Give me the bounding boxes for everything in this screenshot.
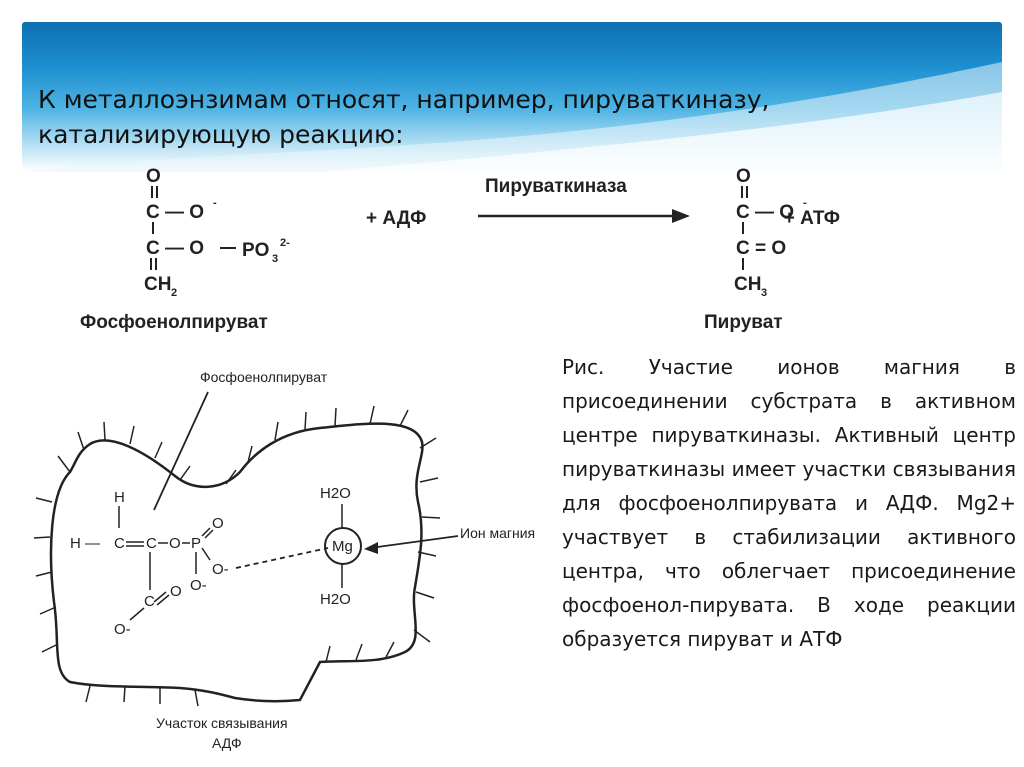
pep-p-o-top: O [212, 515, 224, 532]
reactant-ester: C — O [146, 238, 205, 259]
reactant-ch2-sub: 2 [171, 287, 178, 299]
product-o-top: O [736, 166, 751, 187]
pep-o-bridge: O [169, 535, 181, 552]
pep-c2: C [146, 535, 157, 552]
product-structure [734, 166, 807, 299]
product-ketone: C = O [736, 238, 787, 259]
title-line-1: К металлоэнзимам относят, например, пируваткиназу, [38, 85, 770, 114]
reaction-plus-adf: + АДФ [366, 208, 427, 229]
reaction-arrow [478, 176, 690, 223]
pep-h-top: H [114, 489, 125, 506]
active-site-diagram [30, 352, 570, 764]
pep-p-o-right: O- [212, 561, 229, 578]
ion-label: Ион магния [460, 525, 536, 541]
pep-h-left: H — [70, 535, 100, 552]
pep-molecule [70, 489, 229, 638]
pep-carboxyl-c: C [144, 593, 155, 610]
reactant-po3: PO [242, 240, 270, 261]
figure-caption: Рис. Участие ионов магния в присоединении субстрата в активном центре пируваткиназы. Активный центр пируваткиназы имеет участки связывания для фосфоенолпирувата и АДФ. Mg2+ участвует в стабилизации активного центра, что облегчает присоединение фосфоенол-пирувата. В ходе реакции образуется пируват и АТФ [562, 355, 1016, 651]
pep-c1: C [114, 535, 125, 552]
mg-coordination-bond [236, 548, 328, 568]
ion-pointer [370, 536, 458, 548]
ion-pointer-head [364, 542, 378, 554]
enzyme-name: Пируваткиназа [485, 176, 627, 197]
enzyme-outline [51, 424, 422, 702]
reactant-structure [144, 166, 290, 299]
reactant-o-top: O [146, 166, 161, 187]
reactant-po3-sup: 2- [280, 237, 290, 249]
product-ch3-sub: 3 [761, 287, 768, 299]
mg-ion [320, 485, 361, 608]
product-carboxyl: C — O [736, 202, 795, 223]
pep-carboxyl-o-minus: O- [114, 621, 131, 638]
reactant-ch2: CH [144, 274, 172, 295]
enzyme-surface-hairs [34, 406, 440, 706]
pep-p: P [191, 535, 202, 552]
pep-label: Фосфоенолпируват [200, 369, 328, 385]
adp-site-label-line1: Участок связывания [156, 715, 288, 731]
product-name: Пируват [704, 312, 783, 333]
title-line-2: катализирующую реакцию: [38, 120, 404, 149]
adp-site-label-line2: АДФ [212, 735, 242, 751]
pep-carboxyl-o: O [170, 583, 182, 600]
reactant-po3-sub: 3 [272, 253, 279, 265]
mg-water-top: H2O [320, 485, 351, 502]
pep-p-o-bottom: O- [190, 577, 207, 594]
product-carboxyl-charge: - [803, 197, 807, 209]
slide-title [38, 82, 998, 152]
reactant-carboxyl-charge: - [213, 197, 217, 209]
reactant-carboxyl: C — O [146, 202, 205, 223]
reaction-scheme [60, 162, 860, 340]
pep-pointer [154, 392, 208, 510]
product-ch3: CH [734, 274, 762, 295]
reaction-plus-atf: + АТФ [783, 208, 840, 229]
mg-symbol: Mg [332, 538, 353, 555]
reactant-name: Фосфоенолпируват [80, 312, 268, 333]
mg-water-bottom: H2O [320, 591, 351, 608]
